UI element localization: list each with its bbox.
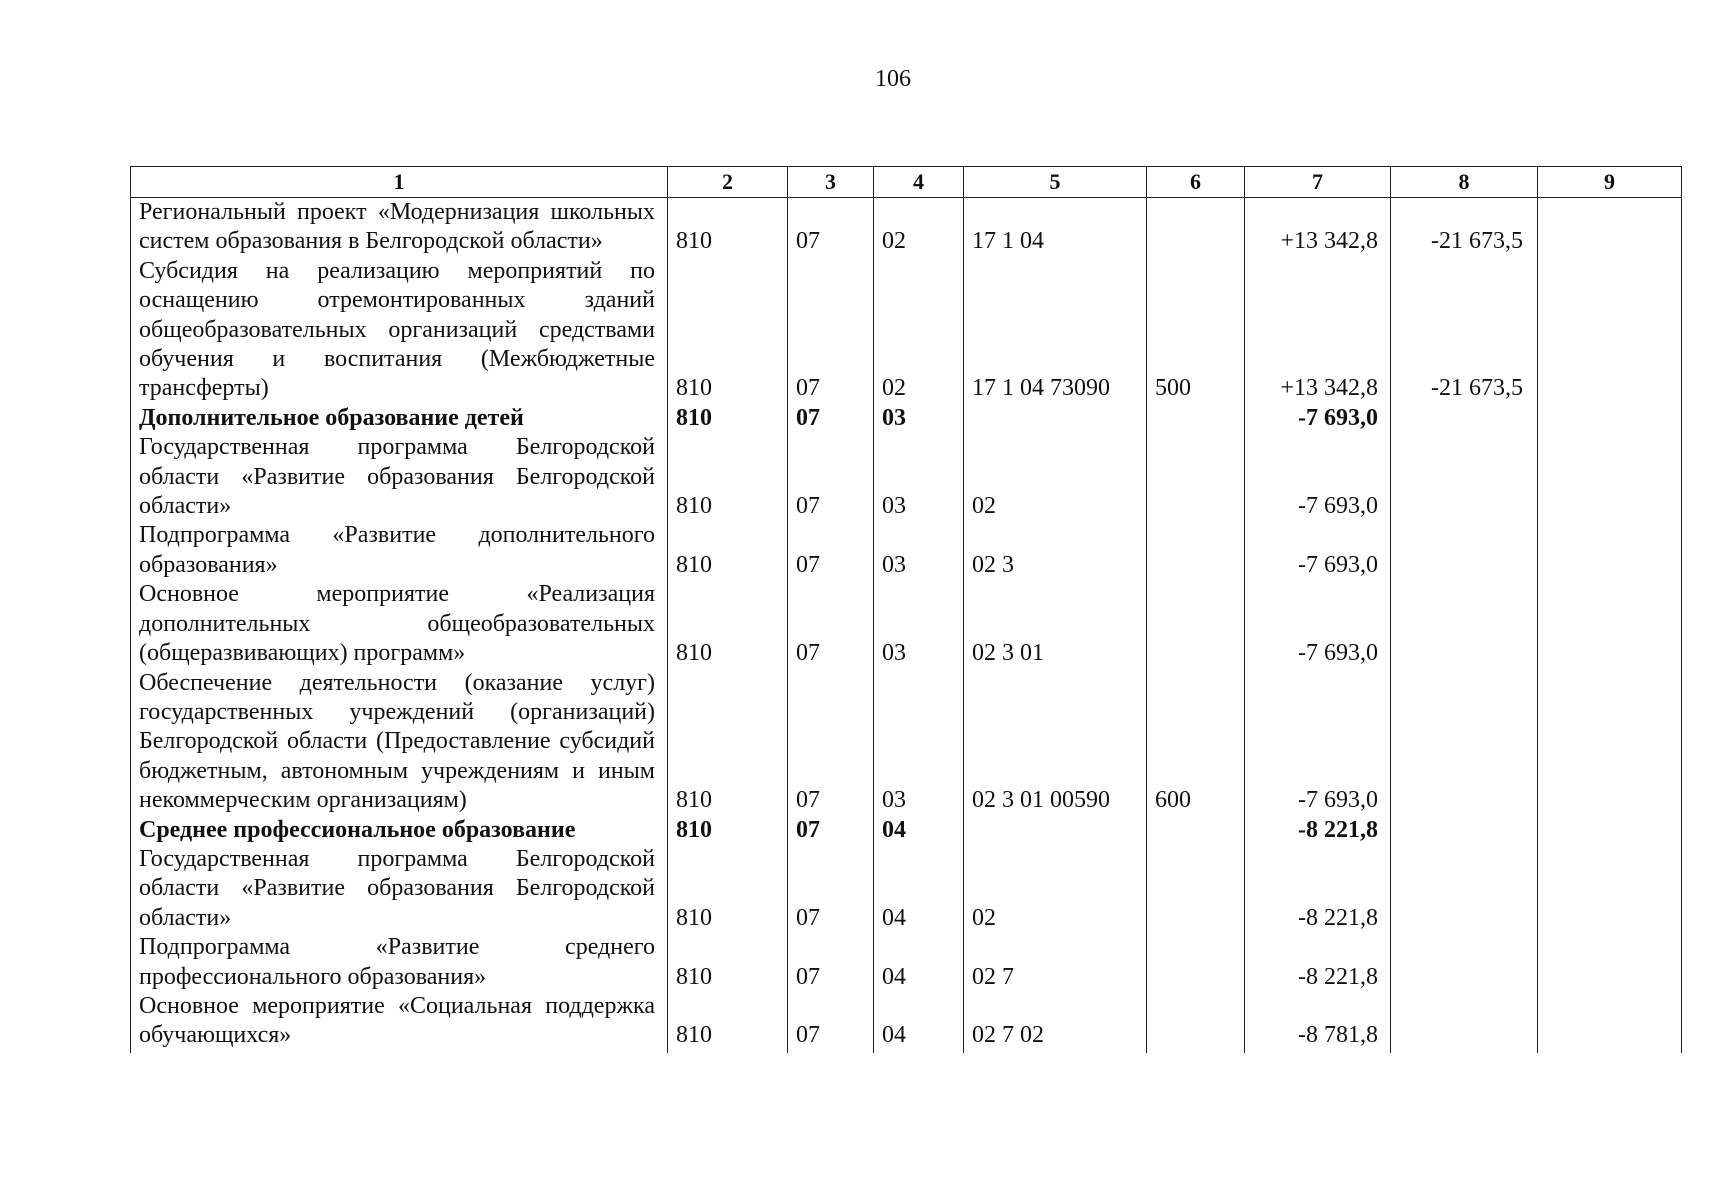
cell-expense-type: [1147, 198, 1245, 257]
cell-target-article: 02: [964, 845, 1147, 933]
cell-amount-8: [1391, 580, 1538, 668]
cell-ministry-code: 810: [668, 669, 788, 816]
page-number: 106: [875, 66, 911, 92]
cell-target-article: 02 3 01 00590: [964, 669, 1147, 816]
cell-expense-type: [1147, 845, 1245, 933]
cell-ministry-code: 810: [668, 992, 788, 1053]
cell-ministry-code: 810: [668, 257, 788, 404]
table-row: [131, 933, 1682, 992]
column-header-1: 1: [131, 167, 668, 198]
cell-expense-type: 600: [1147, 669, 1245, 816]
cell-section: 07: [788, 845, 874, 933]
cell-amount-7: -8 781,8: [1245, 992, 1391, 1053]
table-row: [131, 257, 1682, 404]
cell-subsection: 03: [874, 433, 964, 521]
cell-ministry-code: 810: [668, 816, 788, 845]
cell-expense-type: [1147, 433, 1245, 521]
cell-name: Подпрограмма «Развитие дополнительного образования»: [131, 521, 668, 580]
cell-subsection: 02: [874, 198, 964, 257]
cell-amount-9: [1538, 433, 1682, 521]
cell-section: 07: [788, 933, 874, 992]
table-body: [131, 198, 1682, 1053]
cell-name: Основное мероприятие «Социальная поддержка обучающихся»: [131, 992, 668, 1053]
table-row: [131, 845, 1682, 933]
table-row: [131, 433, 1682, 521]
column-header-2: 2: [668, 167, 788, 198]
cell-section: 07: [788, 669, 874, 816]
cell-amount-9: [1538, 580, 1682, 668]
cell-amount-9: [1538, 816, 1682, 845]
cell-expense-type: [1147, 404, 1245, 433]
cell-target-article: 02 3 01: [964, 580, 1147, 668]
cell-subsection: 02: [874, 257, 964, 404]
table-row: [131, 198, 1682, 257]
cell-target-article: 17 1 04 73090: [964, 257, 1147, 404]
cell-target-article: 02 7: [964, 933, 1147, 992]
cell-name: Государственная программа Белгородской области «Развитие образования Белгородской области»: [131, 845, 668, 933]
column-header-7: 7: [1245, 167, 1391, 198]
cell-amount-8: [1391, 404, 1538, 433]
column-header-9: 9: [1538, 167, 1682, 198]
cell-expense-type: [1147, 521, 1245, 580]
cell-expense-type: [1147, 580, 1245, 668]
cell-amount-9: [1538, 521, 1682, 580]
cell-amount-9: [1538, 669, 1682, 816]
cell-subsection: 03: [874, 580, 964, 668]
cell-target-article: 17 1 04: [964, 198, 1147, 257]
cell-name: Региональный проект «Модернизация школьных систем образования в Белгородской области»: [131, 198, 668, 257]
cell-target-article: [964, 816, 1147, 845]
cell-subsection: 04: [874, 933, 964, 992]
cell-subsection: 04: [874, 845, 964, 933]
cell-target-article: 02: [964, 433, 1147, 521]
cell-name: Подпрограмма «Развитие среднего профессионального образования»: [131, 933, 668, 992]
column-header-3: 3: [788, 167, 874, 198]
cell-amount-7: -7 693,0: [1245, 580, 1391, 668]
table-row: [131, 580, 1682, 668]
cell-amount-8: [1391, 933, 1538, 992]
cell-ministry-code: 810: [668, 521, 788, 580]
cell-expense-type: 500: [1147, 257, 1245, 404]
table-header-row: [131, 167, 1682, 198]
cell-amount-7: -7 693,0: [1245, 521, 1391, 580]
cell-target-article: 02 7 02: [964, 992, 1147, 1053]
cell-subsection: 04: [874, 816, 964, 845]
cell-subsection: 04: [874, 992, 964, 1053]
cell-section: 07: [788, 404, 874, 433]
cell-name: Государственная программа Белгородской области «Развитие образования Белгородской области»: [131, 433, 668, 521]
cell-ministry-code: 810: [668, 845, 788, 933]
cell-name: Среднее профессиональное образование: [131, 816, 668, 845]
cell-section: 07: [788, 257, 874, 404]
cell-section: 07: [788, 992, 874, 1053]
cell-amount-7: +13 342,8: [1245, 198, 1391, 257]
table-row: [131, 521, 1682, 580]
column-header-5: 5: [964, 167, 1147, 198]
cell-section: 07: [788, 198, 874, 257]
cell-amount-7: -8 221,8: [1245, 845, 1391, 933]
table-row: [131, 404, 1682, 433]
cell-amount-8: -21 673,5: [1391, 198, 1538, 257]
cell-subsection: 03: [874, 404, 964, 433]
cell-amount-8: [1391, 992, 1538, 1053]
cell-name: Субсидия на реализацию мероприятий по оснащению отремонтированных зданий общеобразовательных организаций средствами обучения и воспитания (Межбюджетные трансферты): [131, 257, 668, 404]
budget-table: [130, 166, 1682, 1053]
cell-target-article: 02 3: [964, 521, 1147, 580]
cell-amount-8: [1391, 845, 1538, 933]
cell-amount-9: [1538, 845, 1682, 933]
cell-section: 07: [788, 816, 874, 845]
cell-expense-type: [1147, 933, 1245, 992]
table-row: [131, 816, 1682, 845]
cell-amount-8: [1391, 816, 1538, 845]
cell-expense-type: [1147, 992, 1245, 1053]
cell-amount-8: [1391, 669, 1538, 816]
cell-amount-7: -7 693,0: [1245, 404, 1391, 433]
cell-section: 07: [788, 521, 874, 580]
cell-ministry-code: 810: [668, 433, 788, 521]
column-header-6: 6: [1147, 167, 1245, 198]
cell-amount-7: -8 221,8: [1245, 816, 1391, 845]
cell-amount-8: [1391, 521, 1538, 580]
cell-subsection: 03: [874, 521, 964, 580]
cell-amount-9: [1538, 933, 1682, 992]
cell-amount-7: -8 221,8: [1245, 933, 1391, 992]
cell-amount-7: -7 693,0: [1245, 433, 1391, 521]
table-row: [131, 669, 1682, 816]
cell-section: 07: [788, 580, 874, 668]
table-row: [131, 992, 1682, 1053]
cell-amount-9: [1538, 992, 1682, 1053]
cell-subsection: 03: [874, 669, 964, 816]
cell-name: Дополнительное образование детей: [131, 404, 668, 433]
cell-amount-7: -7 693,0: [1245, 669, 1391, 816]
cell-ministry-code: 810: [668, 580, 788, 668]
cell-amount-9: [1538, 198, 1682, 257]
cell-name: Основное мероприятие «Реализация дополнительных общеобразовательных (общеразвивающих) программ»: [131, 580, 668, 668]
cell-name: Обеспечение деятельности (оказание услуг) государственных учреждений (организаций) Белгородской области (Предоставление субсидий бюджетным, автономным учреждениям и иным некоммерческим организациям): [131, 669, 668, 816]
cell-amount-9: [1538, 257, 1682, 404]
column-header-4: 4: [874, 167, 964, 198]
cell-ministry-code: 810: [668, 404, 788, 433]
cell-amount-9: [1538, 404, 1682, 433]
cell-ministry-code: 810: [668, 198, 788, 257]
cell-amount-7: +13 342,8: [1245, 257, 1391, 404]
cell-amount-8: [1391, 433, 1538, 521]
column-header-8: 8: [1391, 167, 1538, 198]
cell-amount-8: -21 673,5: [1391, 257, 1538, 404]
cell-target-article: [964, 404, 1147, 433]
cell-section: 07: [788, 433, 874, 521]
cell-ministry-code: 810: [668, 933, 788, 992]
cell-expense-type: [1147, 816, 1245, 845]
